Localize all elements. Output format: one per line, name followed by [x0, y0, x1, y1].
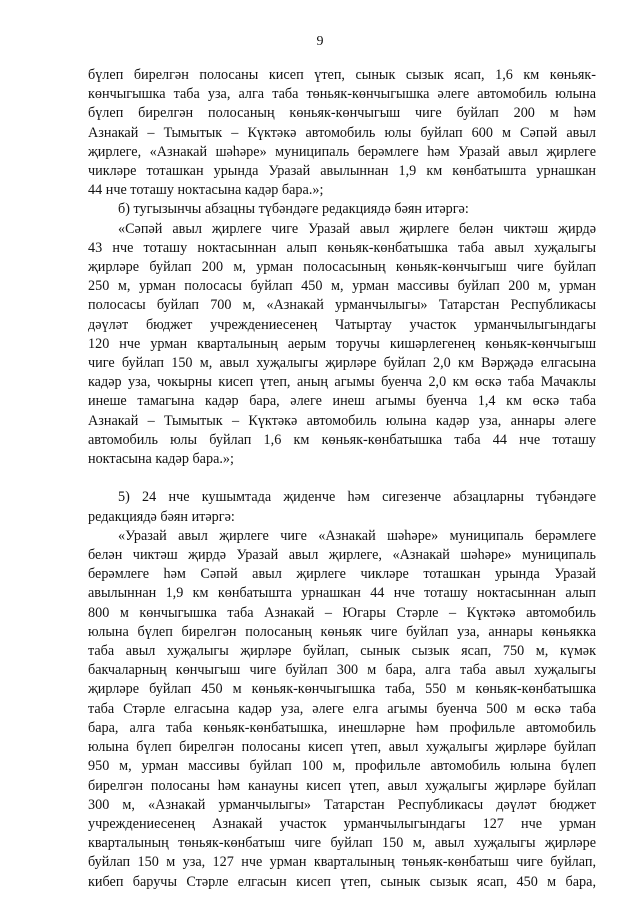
text-line: берәмлеге һәм Сәпәй авыл җирлеге чикләре тоташкан урында Уразай: [88, 566, 596, 583]
paragraph: [88, 66, 596, 200]
text-line: учреждениесенең Азнакай участок урманчылыгындагы 127 нче урман: [88, 815, 596, 832]
text-line: «Уразай авыл җирлеге чиге «Азнакай шәһәре» муниципаль берәмлеге: [118, 527, 596, 544]
paragraph: [88, 527, 596, 892]
text-line: полосасы буйлап 700 м, «Азнакай урманчылыгы» Татарстан Республикасы: [88, 297, 596, 314]
text-line: ноктасына кадәр бара.»;: [88, 451, 234, 468]
paragraph: [88, 488, 596, 526]
text-line: таба авыл хуҗалыгы җирләре буйлап, сынык сызык ясап, 750 м, күмәк: [88, 643, 596, 660]
text-line: таба Стәрле елгасына кадәр уза, әлеге елга агымы буенча 500 м өскә таба: [88, 700, 596, 717]
text-line: 120 нче урман кварталының аерым торучы кишәрлегенең көньяк-көнчыгыш: [88, 335, 596, 352]
text-line: көнчыгышка таба уза, алга таба төньяк-көнчыгышка әлеге автомобиль юлына: [88, 86, 596, 103]
text-line: Азнакай – Тымытык – Күктәкә автомобиль юлына кадәр уза, аннары әлеге: [88, 412, 596, 429]
text-line: бирелгән полосаны һәм канауны кисеп үтеп, авыл хуҗалыгы җирләре буйлап: [88, 777, 596, 794]
text-line: дәүләт бюджет учреждениесенең Чатыртау участок урманчылыгындагы: [88, 316, 596, 333]
text-line: бакчаларның көнчыгыш чиге буйлап 300 м бара, алга таба авыл хуҗалыгы: [88, 662, 596, 679]
text-line: «Сәпәй авыл җирлеге чиге Уразай авыл җирлеге белән чиктәш җирдә: [118, 220, 596, 237]
text-line: җирләре буйлап 450 м көньяк-көнчыгышка таба, 550 м көньяк-көнбатышка: [88, 681, 596, 698]
document-body: [88, 66, 596, 892]
text-line: редакциядә бәян итәргә:: [88, 508, 235, 525]
paragraph: [88, 200, 596, 219]
text-line: 800 м көнчыгышка таба Азнакай – Югары Стәрле – Күктәкә автомобиль: [88, 604, 596, 621]
text-line: инеше тамагына кадәр бара, әлеге инеш агымы буенча 1,4 км өскә таба: [88, 393, 596, 410]
text-line: 5) 24 нче кушымтада җиденче һәм сигезенче абзацларны түбәндәге: [118, 489, 596, 506]
text-line: 250 м, урман полосасы буйлап 450 м, урман массивы буйлап 200 м, урман: [88, 278, 596, 295]
text-line: авылыннан 1,9 км көнбатышта урнашкан 44 нче тоташу ноктасыннан алып: [88, 585, 596, 602]
text-line: белән чиктәш җирдә Уразай авыл җирлеге, «Азнакай шәһәре» муниципаль: [88, 547, 596, 564]
text-line: 950 м, урман массивы буйлап 100 м, профильле автомобиль юлына бүлеп: [88, 758, 596, 775]
text-line: чиге буйлап 150 м, авыл хуҗалыгы җирләре буйлап 2,0 км Вәрҗәдә елгасына: [88, 355, 596, 372]
text-line: бүлеп бирелгән полосаны кисеп үтеп, сынык сызык ясап, 1,6 км көньяк-: [88, 67, 596, 83]
paragraph-gap: [88, 469, 596, 488]
text-line: чикләре тоташкан урында Уразай авылыннан 1,9 км көнбатышта урнашкан: [88, 163, 596, 180]
paragraph: [88, 220, 596, 470]
text-line: б) тугызынчы абзацны түбәндәге редакциядә бәян итәргә:: [118, 201, 469, 218]
text-line: юлына бүлеп бирелгән полосаны кисеп үтеп, авыл хуҗалыгы җирләре буйлап: [88, 739, 596, 756]
text-line: кадәр уза, чокырны кисеп үтеп, аның агымы буенча 2,0 км өскә таба Мачаклы: [88, 374, 596, 391]
text-line: кварталының төньяк-көнбатыш чиге буйлап 150 м, авыл хуҗалыгы җирләре: [88, 835, 596, 852]
text-line: юлына бүлеп бирелгән полосаның көньяк чиге буйлап уза, аннары көньякка: [88, 623, 596, 640]
text-line: 44 нче тоташу ноктасына кадәр бара.»;: [88, 182, 324, 199]
text-line: автомобиль юлы буйлап 1,6 км көньяк-көнбатышка таба 44 нче тоташу: [88, 431, 596, 448]
text-line: 43 нче тоташу ноктасыннан алып көньяк-көнбатышка таба авыл хуҗалыгы: [88, 239, 596, 256]
page-number: 9: [316, 34, 324, 49]
text-line: буйлап 150 м уза, 127 нче урман кварталының төньяк-көнбатыш чиге буйлап,: [88, 854, 596, 871]
text-line: җирләре буйлап 200 м, урман полосасының көньяк-көнчыгыш чиге буйлап: [88, 259, 596, 276]
text-line: бүлеп бирелгән полосаның көньяк-көнчыгыш чиге буйлап 200 м һәм: [88, 105, 596, 122]
text-line: Азнакай – Тымытык – Күктәкә автомобиль юлы буйлап 600 м Сәпәй авыл: [88, 124, 596, 141]
text-line: 300 м, «Азнакай урманчылыгы» Татарстан Республикасы дәүләт бюджет: [88, 796, 596, 813]
text-line: кибеп баручы Стәрле елгасын кисеп үтеп, сынык сызык ясап, 450 м бара,: [88, 873, 596, 890]
text-line: бара, алга таба көньяк-көнбатышка, инешләрне һәм профильле автомобиль: [88, 719, 596, 736]
text-line: җирлеге, «Азнакай шәһәре» муниципаль берәмлеге һәм Уразай авыл җирлеге: [88, 143, 596, 160]
